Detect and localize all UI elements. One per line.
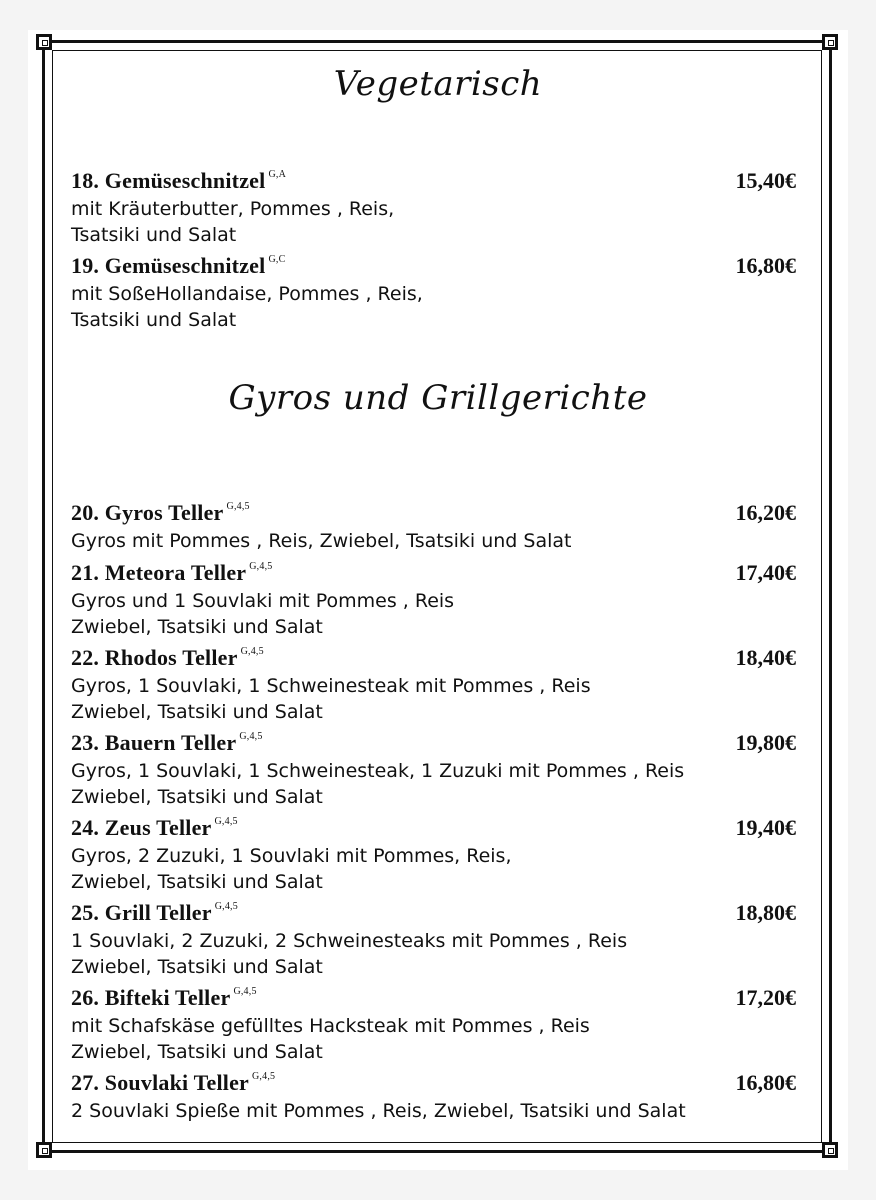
item-name: 26. Bifteki Teller $^{G,4,5}$ [71, 985, 257, 1010]
item-description: Gyros, 2 Zuzuki, 1 Souvlaki mit Pommes, Reis, Zwiebel, Tsatsiki und Salat [71, 845, 512, 893]
allergen-codes: G,4,5 [226, 500, 250, 512]
allergen-codes: G,4,5 [239, 730, 263, 742]
item-description: Gyros mit Pommes , Reis, Zwiebel, Tsatsiki und Salat [71, 530, 572, 552]
item-price: 18,40€ [735, 645, 796, 670]
allergen-codes: G,4,5 [233, 985, 257, 997]
item-name: 25. Grill Teller $^{G,4,5}$ [71, 900, 238, 925]
item-price: 15,40€ [735, 168, 796, 193]
item-description: mit Schafskäse gefülltes Hacksteak mit Pommes , Reis Zwiebel, Tsatsiki und Salat [71, 1015, 590, 1063]
menu-item [71, 1070, 796, 1124]
menu-item [71, 900, 796, 980]
item-description: Gyros und 1 Souvlaki mit Pommes , Reis Zwiebel, Tsatsiki und Salat [71, 590, 455, 638]
corner-ornament [36, 1142, 52, 1158]
menu-item [71, 500, 796, 554]
menu-item [71, 645, 796, 725]
menu-item [71, 253, 796, 333]
allergen-codes: G,A [268, 168, 286, 180]
allergen-codes: G,C [268, 253, 286, 265]
item-price: 16,80€ [735, 1070, 796, 1095]
item-price: 19,80€ [735, 730, 796, 755]
item-name: 19. Gemüseschnitzel $^{G,C}$ [71, 253, 286, 278]
item-description: mit SoßeHollandaise, Pommes , Reis, Tsatsiki und Salat [71, 283, 423, 331]
item-price: 18,80€ [735, 900, 796, 925]
allergen-codes: G,4,5 [252, 1070, 276, 1082]
item-name: 22. Rhodos Teller $^{G,4,5}$ [71, 645, 264, 670]
item-name: 21. Meteora Teller $^{G,4,5}$ [71, 560, 273, 585]
allergen-codes: G,4,5 [214, 900, 238, 912]
item-price: 19,40€ [735, 815, 796, 840]
corner-ornament [822, 1142, 838, 1158]
item-name: 20. Gyros Teller $^{G,4,5}$ [71, 500, 250, 525]
item-description: mit Kräuterbutter, Pommes , Reis, Tsatsiki und Salat [71, 198, 395, 246]
allergen-codes: G,4,5 [249, 560, 273, 572]
menu-item [71, 168, 796, 248]
allergen-codes: G,4,5 [214, 815, 238, 827]
item-price: 16,80€ [735, 253, 796, 278]
menu-item [71, 985, 796, 1065]
item-description: Gyros, 1 Souvlaki, 1 Schweinesteak, 1 Zuzuki mit Pommes , Reis Zwiebel, Tsatsiki und Salat [71, 760, 685, 808]
item-name: 23. Bauern Teller $^{G,4,5}$ [71, 730, 263, 755]
item-description: Gyros, 1 Souvlaki, 1 Schweinesteak mit Pommes , Reis Zwiebel, Tsatsiki und Salat [71, 675, 591, 723]
allergen-codes: G,4,5 [240, 645, 264, 657]
item-price: 17,40€ [735, 560, 796, 585]
section-title-gyros: Gyros und Grillgerichte [228, 378, 648, 418]
item-name: 18. Gemüseschnitzel $^{G,A}$ [71, 168, 286, 193]
menu-item [71, 560, 796, 640]
corner-ornament [822, 34, 838, 50]
item-name: 27. Souvlaki Teller $^{G,4,5}$ [71, 1070, 276, 1095]
item-description: 1 Souvlaki, 2 Zuzuki, 2 Schweinesteaks mit Pommes , Reis Zwiebel, Tsatsiki und Salat [71, 930, 628, 978]
menu-item [71, 815, 796, 895]
item-price: 17,20€ [735, 985, 796, 1010]
item-name: 24. Zeus Teller $^{G,4,5}$ [71, 815, 238, 840]
corner-ornament [36, 34, 52, 50]
menu-item [71, 730, 796, 810]
item-price: 16,20€ [735, 500, 796, 525]
item-description: 2 Souvlaki Spieße mit Pommes , Reis, Zwiebel, Tsatsiki und Salat [71, 1100, 686, 1122]
section-title-vegetarisch: Vegetarisch [333, 64, 543, 104]
